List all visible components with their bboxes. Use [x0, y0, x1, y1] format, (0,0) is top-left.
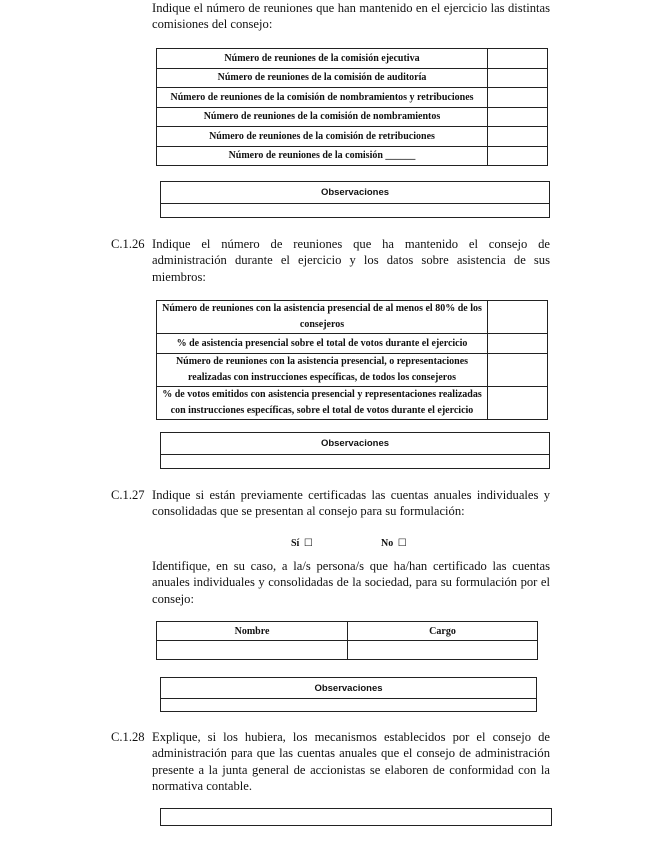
row-label: Número de reuniones de la comisión de retribuciones — [157, 127, 488, 147]
observations-label: Observaciones — [161, 678, 537, 699]
position-cell[interactable] — [348, 641, 538, 660]
table-row — [157, 301, 548, 334]
section-text: Indique el número de reuniones que ha mantenido el consejo de administración durante el ejercicio y los datos sobre asistencia de sus miembros: — [152, 237, 550, 284]
row-label: Número de reuniones con la asistencia presencial, o representaciones realizadas con instrucciones específicas, de todos los consejeros — [157, 354, 488, 387]
row-label: % de asistencia presencial sobre el total de votos durante el ejercicio — [157, 334, 488, 354]
intro-text: Indique el número de reuniones que han mantenido en el ejercicio las distintas comisiones del consejo: — [152, 1, 550, 32]
table-row — [157, 127, 548, 147]
value-cell[interactable] — [488, 387, 548, 420]
commissions-table — [156, 48, 548, 166]
section-number: C.1.28 — [111, 730, 145, 744]
table-row — [157, 641, 538, 660]
certifiers-table — [156, 621, 538, 660]
row-label: Número de reuniones de la comisión de nombramientos y retribuciones — [157, 88, 488, 108]
table-row — [157, 88, 548, 108]
attendance-table — [156, 300, 548, 420]
no-label: No — [381, 538, 394, 549]
section-text: Indique si están previamente certificadas las cuentas anuales individuales y consolidadas que se presentan al consejo para su formulación: — [152, 488, 550, 519]
value-cell[interactable] — [488, 107, 548, 127]
table-row — [157, 107, 548, 127]
observations-box — [160, 432, 550, 469]
yes-option[interactable] — [291, 538, 313, 549]
row-label: Número de reuniones de la comisión de auditoría — [157, 68, 488, 88]
value-cell[interactable] — [488, 354, 548, 387]
table-row — [157, 387, 548, 420]
value-cell[interactable] — [488, 127, 548, 147]
explanation-field[interactable] — [160, 808, 552, 826]
section-text: Explique, si los hubiera, los mecanismos establecidos por el consejo de administración para que las cuentas anuales que el consejo de administración presente a la junta general de accionistas se elaboren de conformidad con la normativa contable. — [152, 730, 550, 793]
observations-field[interactable] — [161, 204, 550, 218]
observations-box — [160, 181, 550, 218]
checkbox-icon[interactable]: ☐ — [303, 538, 313, 549]
row-label: Número de reuniones con la asistencia presencial de al menos el 80% de los consejeros — [157, 301, 488, 334]
no-option[interactable] — [381, 538, 407, 549]
section-number: C.1.26 — [111, 237, 145, 251]
table-row — [157, 354, 548, 387]
name-cell[interactable] — [157, 641, 348, 660]
observations-label: Observaciones — [161, 433, 550, 455]
row-label: % de votos emitidos con asistencia presencial y representaciones realizadas con instrucciones específicas, sobre el total de votos durante el ejercicio — [157, 387, 488, 420]
observations-box — [160, 677, 537, 712]
table-row — [157, 334, 548, 354]
value-cell[interactable] — [488, 146, 548, 166]
section-number: C.1.27 — [111, 488, 145, 502]
value-cell[interactable] — [488, 301, 548, 334]
row-label: Número de reuniones de la comisión ______ — [157, 146, 488, 166]
row-label: Número de reuniones de la comisión ejecutiva — [157, 49, 488, 69]
observations-label: Observaciones — [161, 182, 550, 204]
table-row — [157, 68, 548, 88]
column-header-name: Nombre — [157, 622, 348, 641]
identify-text: Identifique, en su caso, a la/s persona/s que ha/han certificado las cuentas anuales individuales y consolidadas de la sociedad, para su formulación por el consejo: — [152, 559, 550, 606]
column-header-position: Cargo — [348, 622, 538, 641]
value-cell[interactable] — [488, 88, 548, 108]
observations-field[interactable] — [161, 699, 537, 712]
value-cell[interactable] — [488, 334, 548, 354]
value-cell[interactable] — [488, 49, 548, 69]
yes-label: Sí — [291, 538, 300, 549]
observations-field[interactable] — [161, 455, 550, 469]
table-row — [157, 49, 548, 69]
row-label: Número de reuniones de la comisión de nombramientos — [157, 107, 488, 127]
table-row — [157, 146, 548, 166]
checkbox-icon[interactable]: ☐ — [397, 538, 407, 549]
value-cell[interactable] — [488, 68, 548, 88]
